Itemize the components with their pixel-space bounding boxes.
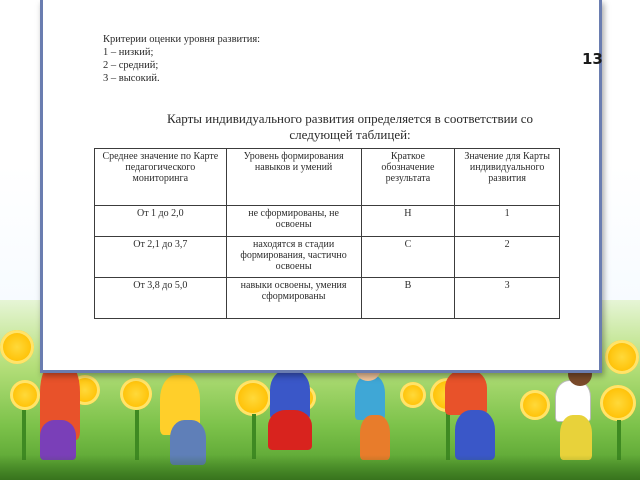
flower-decoration <box>520 390 550 420</box>
table-heading: Карты индивидуального развития определяется в соответствии со следующей таблицей: <box>166 111 534 142</box>
flower-decoration <box>120 378 152 410</box>
slide-number: 13 <box>582 50 603 68</box>
flower-stem <box>135 410 139 460</box>
table-header-cell: Значение для Карты индивидуального развития <box>455 149 560 206</box>
flower-stem <box>22 410 26 460</box>
child-figure-decoration <box>40 420 76 460</box>
child-figure-decoration <box>455 410 495 460</box>
criteria-item: 2 – средний; <box>103 60 159 71</box>
table-cell: Н <box>361 206 455 237</box>
flower-decoration <box>10 380 40 410</box>
flower-decoration <box>600 385 636 421</box>
table-row <box>95 278 560 319</box>
table-cell: навыки освоены, умения сформированы <box>226 278 361 319</box>
table-cell: От 2,1 до 3,7 <box>95 237 227 278</box>
flower-decoration <box>400 382 426 408</box>
table-header-cell: Среднее значение по Карте педагогического мониторинга <box>95 149 227 206</box>
criteria-title: Критерии оценки уровня развития: <box>103 34 261 45</box>
ground-shadow <box>0 455 640 480</box>
evaluation-table <box>94 148 560 319</box>
child-figure-decoration <box>560 415 592 460</box>
table-cell: находятся в стадии формирования, частично освоены <box>226 237 361 278</box>
criteria-item: 3 – высокий. <box>103 73 160 84</box>
table-cell: От 1 до 2,0 <box>95 206 227 237</box>
table-cell: 1 <box>455 206 560 237</box>
table-cell: От 3,8 до 5,0 <box>95 278 227 319</box>
table-cell: С <box>361 237 455 278</box>
evaluation-table-wrapper <box>94 148 560 316</box>
table-cell: 3 <box>455 278 560 319</box>
flower-stem <box>617 420 621 460</box>
table-row <box>95 237 560 278</box>
flower-decoration <box>605 340 639 374</box>
table-cell: 2 <box>455 237 560 278</box>
table-cell: не сформированы, не освоены <box>226 206 361 237</box>
table-header-cell: Уровень формирования навыков и умений <box>226 149 361 206</box>
flower-decoration <box>235 380 271 416</box>
child-figure-decoration <box>445 370 487 415</box>
child-figure-decoration <box>360 415 390 460</box>
criteria-block <box>103 33 363 85</box>
criteria-item: 1 – низкий; <box>103 47 154 58</box>
child-figure-decoration <box>268 410 312 450</box>
flower-decoration <box>0 330 34 364</box>
table-header-row <box>95 149 560 206</box>
flower-stem <box>446 410 450 460</box>
table-row <box>95 206 560 237</box>
table-header-cell: Краткое обозначение результата <box>361 149 455 206</box>
table-cell: В <box>361 278 455 319</box>
flower-stem <box>252 414 256 459</box>
child-figure-decoration <box>355 375 385 420</box>
